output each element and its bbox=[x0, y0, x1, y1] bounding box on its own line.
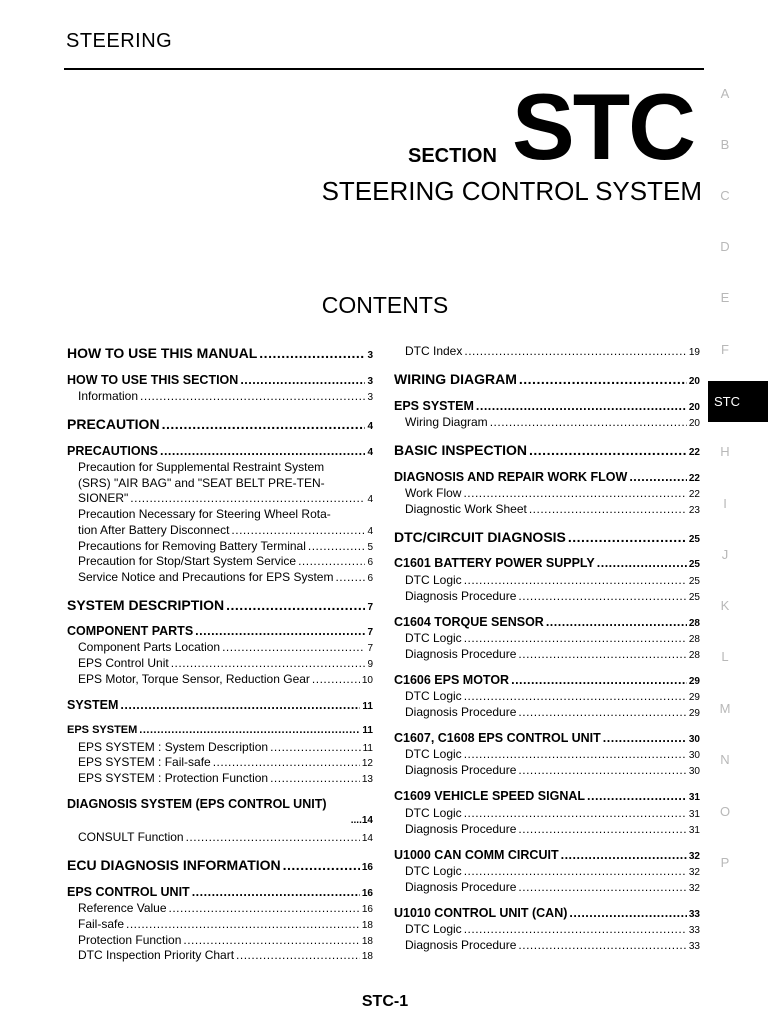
section-label: SECTION bbox=[408, 145, 497, 167]
toc-entry-label: Protection Function bbox=[78, 933, 182, 947]
toc-entry[interactable] bbox=[67, 948, 373, 962]
dot-leader bbox=[464, 344, 687, 358]
toc-entry-label: DTC Index bbox=[405, 344, 463, 358]
toc-entry-label: Diagnosis Procedure bbox=[405, 647, 517, 661]
toc-page-number: 14 bbox=[361, 833, 373, 844]
toc-entry-label: Diagnosis Procedure bbox=[405, 938, 517, 952]
toc-entry[interactable] bbox=[67, 698, 373, 712]
dot-leader bbox=[518, 705, 686, 719]
toc-page-number: 32 bbox=[688, 851, 700, 862]
toc-page-number: 6 bbox=[367, 557, 373, 568]
toc-entry-label: Service Notice and Precautions for EPS System bbox=[78, 570, 334, 584]
toc-entry-label: Precaution for Stop/Start System Service bbox=[78, 554, 297, 568]
toc-entry-label: U1010 CONTROL UNIT (CAN) bbox=[394, 906, 568, 920]
dot-leader bbox=[186, 830, 360, 844]
dot-leader bbox=[603, 731, 687, 745]
toc-entry-label: ECU DIAGNOSIS INFORMATION bbox=[67, 857, 281, 873]
toc-page-number: 25 bbox=[688, 559, 700, 570]
toc-entry-label: DTC Logic bbox=[405, 747, 462, 761]
dot-leader bbox=[335, 570, 365, 584]
dot-leader bbox=[192, 885, 360, 899]
header-divider bbox=[64, 68, 704, 70]
dot-leader bbox=[464, 573, 687, 587]
dot-leader bbox=[130, 491, 365, 505]
dot-leader bbox=[568, 529, 687, 545]
dot-leader bbox=[561, 848, 687, 862]
toc-page-number: 30 bbox=[688, 766, 700, 777]
toc-entry-label: CONSULT Function bbox=[78, 830, 184, 844]
toc-entry-label: EPS SYSTEM bbox=[394, 399, 474, 413]
toc-entry[interactable] bbox=[394, 344, 700, 358]
toc-entry-label: C1606 EPS MOTOR bbox=[394, 673, 510, 687]
dot-leader bbox=[569, 906, 686, 920]
section-tab-k[interactable]: K bbox=[720, 598, 730, 613]
section-tab-c[interactable]: C bbox=[720, 188, 730, 203]
toc-entry-label: EPS SYSTEM : Protection Function bbox=[78, 771, 269, 785]
toc-entry[interactable] bbox=[394, 615, 700, 629]
toc-entry-label: Precaution for Supplemental Restraint System bbox=[78, 460, 325, 474]
toc-entry-label: HOW TO USE THIS MANUAL bbox=[67, 345, 258, 361]
dot-leader bbox=[169, 901, 360, 915]
toc-page-number: 16 bbox=[361, 888, 373, 899]
dot-leader bbox=[464, 689, 687, 703]
toc-entry-label: ....14 bbox=[350, 815, 373, 826]
section-tab-l[interactable]: L bbox=[721, 649, 729, 664]
section-tab-n[interactable]: N bbox=[720, 752, 730, 767]
toc-entry-label: Work Flow bbox=[405, 486, 462, 500]
toc-entry-label: DTC Logic bbox=[405, 806, 462, 820]
toc-entry-label: SYSTEM DESCRIPTION bbox=[67, 597, 225, 613]
dot-leader bbox=[518, 880, 686, 894]
dot-leader bbox=[629, 470, 687, 484]
toc-entry-label: DTC Logic bbox=[405, 864, 462, 878]
toc-entry[interactable] bbox=[394, 864, 700, 878]
toc-entry-label: Precautions for Removing Battery Terminal bbox=[78, 539, 306, 553]
toc-entry-label: DIAGNOSIS SYSTEM (EPS CONTROL UNIT) bbox=[67, 797, 327, 811]
toc-entry-label: Reference Value bbox=[78, 901, 167, 915]
dot-leader bbox=[171, 656, 366, 670]
toc-page-number: 28 bbox=[688, 618, 700, 629]
dot-leader bbox=[518, 938, 686, 952]
section-tab-b[interactable]: B bbox=[720, 137, 730, 152]
dot-leader bbox=[464, 864, 687, 878]
toc-page-number: 18 bbox=[361, 920, 373, 931]
dot-leader bbox=[476, 399, 687, 413]
toc-page-number: 20 bbox=[688, 376, 700, 387]
dot-leader bbox=[597, 556, 687, 570]
toc-entry-line[interactable] bbox=[67, 476, 373, 490]
dot-leader bbox=[518, 822, 686, 836]
dot-leader bbox=[464, 747, 687, 761]
toc-page-number: 29 bbox=[688, 692, 700, 703]
toc-entry-label: U1000 CAN COMM CIRCUIT bbox=[394, 848, 559, 862]
toc-entry-label: DIAGNOSIS AND REPAIR WORK FLOW bbox=[394, 470, 628, 484]
toc-entry-label: WIRING DIAGRAM bbox=[394, 371, 517, 387]
toc-entry-label: DTC Inspection Priority Chart bbox=[78, 948, 235, 962]
toc-page-number: 18 bbox=[361, 936, 373, 947]
toc-entry[interactable] bbox=[67, 885, 373, 899]
toc-entry-label: DTC Logic bbox=[405, 689, 462, 703]
toc-entry-label: EPS Motor, Torque Sensor, Reduction Gear bbox=[78, 672, 310, 686]
toc-entry[interactable] bbox=[394, 399, 700, 413]
toc-entry-label: C1604 TORQUE SENSOR bbox=[394, 615, 544, 629]
toc-entry[interactable] bbox=[394, 573, 700, 587]
toc-entry[interactable] bbox=[394, 705, 700, 719]
toc-entry[interactable] bbox=[67, 373, 373, 387]
section-tab-i[interactable]: I bbox=[723, 496, 727, 511]
toc-entry[interactable] bbox=[394, 442, 700, 458]
toc-entry-label: C1607, C1608 EPS CONTROL UNIT bbox=[394, 731, 601, 745]
toc-entry-label: EPS SYSTEM bbox=[67, 724, 138, 736]
toc-entry-label: EPS Control Unit bbox=[78, 656, 169, 670]
toc-entry[interactable] bbox=[394, 806, 700, 820]
toc-page-number: 4 bbox=[367, 421, 373, 432]
toc-entry[interactable] bbox=[67, 570, 373, 584]
toc-entry-line[interactable] bbox=[67, 507, 373, 521]
toc-entry-label: BASIC INSPECTION bbox=[394, 442, 528, 458]
dot-leader bbox=[195, 624, 365, 638]
toc-page-number: 7 bbox=[367, 627, 373, 638]
toc-page-number: 31 bbox=[688, 792, 700, 803]
dot-leader bbox=[308, 539, 366, 553]
dot-leader bbox=[464, 806, 687, 820]
toc-entry[interactable] bbox=[394, 747, 700, 761]
toc-page-number: 7 bbox=[367, 643, 373, 654]
section-tab-a[interactable]: A bbox=[720, 86, 730, 101]
toc-entry[interactable] bbox=[394, 631, 700, 645]
toc-page-number: 4 bbox=[367, 494, 373, 505]
toc-entry-label: Diagnosis Procedure bbox=[405, 705, 517, 719]
dot-leader bbox=[529, 442, 687, 458]
toc-page-number: 3 bbox=[367, 350, 373, 361]
toc-entry[interactable] bbox=[394, 906, 700, 920]
dot-leader bbox=[120, 698, 360, 712]
dot-leader bbox=[518, 647, 686, 661]
dot-leader bbox=[546, 615, 687, 629]
toc-entry[interactable] bbox=[394, 763, 700, 777]
toc-page-number: 28 bbox=[688, 634, 700, 645]
toc-entry-label: Diagnostic Work Sheet bbox=[405, 502, 527, 516]
toc-entry[interactable] bbox=[67, 857, 373, 873]
toc-page-number: 10 bbox=[361, 675, 373, 686]
toc-entry[interactable] bbox=[394, 922, 700, 936]
dot-leader bbox=[519, 371, 687, 387]
toc-entry[interactable] bbox=[67, 724, 373, 736]
toc-entry-label: DTC Logic bbox=[405, 573, 462, 587]
toc-page-number: 6 bbox=[367, 573, 373, 584]
toc-entry-label: Diagnosis Procedure bbox=[405, 880, 517, 894]
toc-entry[interactable] bbox=[394, 589, 700, 603]
toc-entry[interactable] bbox=[67, 554, 373, 568]
page-number: STC-1 bbox=[361, 993, 409, 1010]
dot-leader bbox=[518, 763, 686, 777]
dot-leader bbox=[298, 554, 365, 568]
toc-page-number: 19 bbox=[688, 347, 700, 358]
dot-leader bbox=[222, 640, 365, 654]
toc-entry[interactable] bbox=[394, 822, 700, 836]
section-tab-m[interactable]: M bbox=[719, 701, 731, 716]
toc-entry-label: EPS CONTROL UNIT bbox=[67, 885, 190, 899]
toc-entry-label: Precaution Necessary for Steering Wheel Rota- bbox=[78, 507, 331, 521]
toc-page-number: 3 bbox=[367, 376, 373, 387]
section-tab-p[interactable]: P bbox=[720, 855, 730, 870]
toc-entry-label: Fail-safe bbox=[78, 917, 125, 931]
toc-entry-label: Component Parts Location bbox=[78, 640, 221, 654]
toc-entry-label: (SRS) "AIR BAG" and "SEAT BELT PRE-TEN- bbox=[78, 476, 325, 490]
dot-leader bbox=[140, 389, 365, 403]
dot-leader bbox=[270, 740, 361, 754]
toc-page-number: 3 bbox=[367, 392, 373, 403]
toc-page-number: 33 bbox=[688, 941, 700, 952]
toc-entry[interactable] bbox=[67, 672, 373, 686]
toc-entry[interactable] bbox=[394, 486, 700, 500]
toc-page-number: 4 bbox=[367, 526, 373, 537]
toc-entry[interactable] bbox=[394, 647, 700, 661]
dot-leader bbox=[231, 523, 365, 537]
toc-page-number: 32 bbox=[688, 867, 700, 878]
toc-entry[interactable] bbox=[67, 624, 373, 638]
dot-leader bbox=[213, 755, 360, 769]
toc-entry-label: COMPONENT PARTS bbox=[67, 624, 194, 638]
toc-page-number: 13 bbox=[361, 774, 373, 785]
toc-page-number: 18 bbox=[361, 951, 373, 962]
toc-entry-label: DTC Logic bbox=[405, 922, 462, 936]
toc-page-number: 29 bbox=[688, 708, 700, 719]
dot-leader bbox=[518, 589, 686, 603]
dot-leader bbox=[226, 597, 365, 613]
toc-entry[interactable] bbox=[67, 771, 373, 785]
section-tab-e[interactable]: E bbox=[720, 290, 730, 305]
toc-page-number: 16 bbox=[361, 904, 373, 915]
toc-entry-label: C1601 BATTERY POWER SUPPLY bbox=[394, 556, 595, 570]
section-tab-o[interactable]: O bbox=[719, 804, 731, 819]
toc-entry[interactable] bbox=[394, 470, 700, 484]
toc-page-number: 28 bbox=[688, 650, 700, 661]
toc-page-number: 7 bbox=[367, 602, 373, 613]
dot-leader bbox=[312, 672, 360, 686]
toc-entry[interactable] bbox=[394, 371, 700, 387]
toc-page-number: 4 bbox=[367, 447, 373, 458]
toc-page-number: 30 bbox=[688, 750, 700, 761]
dot-leader bbox=[126, 917, 360, 931]
toc-page-number: 20 bbox=[688, 418, 700, 429]
toc-entry-label: SYSTEM bbox=[67, 698, 119, 712]
toc-entry-line[interactable] bbox=[67, 460, 373, 474]
toc-page-number: 25 bbox=[688, 576, 700, 587]
dot-leader bbox=[139, 724, 360, 736]
toc-entry-label: tion After Battery Disconnect bbox=[78, 523, 230, 537]
toc-entry[interactable] bbox=[394, 689, 700, 703]
toc-entry[interactable] bbox=[394, 789, 700, 803]
toc-entry[interactable] bbox=[67, 640, 373, 654]
dot-leader bbox=[463, 486, 686, 500]
section-tab-f[interactable]: F bbox=[721, 342, 729, 357]
dot-leader bbox=[183, 933, 359, 947]
toc-entry[interactable] bbox=[67, 740, 373, 754]
toc-entry-label: Diagnosis Procedure bbox=[405, 589, 517, 603]
toc-page-number: 20 bbox=[688, 402, 700, 413]
toc-entry[interactable] bbox=[67, 491, 373, 505]
toc-entry[interactable] bbox=[67, 539, 373, 553]
toc-entry[interactable] bbox=[394, 502, 700, 516]
toc-entry-label: PRECAUTION bbox=[67, 416, 160, 432]
toc-page-number: 23 bbox=[688, 505, 700, 516]
toc-entry[interactable] bbox=[67, 755, 373, 769]
dot-leader bbox=[270, 771, 360, 785]
toc-entry[interactable] bbox=[67, 416, 373, 432]
toc-entry-label: Wiring Diagram bbox=[405, 415, 488, 429]
dot-leader bbox=[236, 948, 360, 962]
toc-entry-label: HOW TO USE THIS SECTION bbox=[67, 373, 239, 387]
toc-page-number: 11 bbox=[362, 743, 373, 754]
toc-entry[interactable] bbox=[394, 673, 700, 687]
toc-page-number: 11 bbox=[362, 701, 373, 712]
toc-entry-label: DTC/CIRCUIT DIAGNOSIS bbox=[394, 529, 566, 545]
toc-entry[interactable] bbox=[394, 848, 700, 862]
toc-page-number: 22 bbox=[688, 473, 700, 484]
dot-leader bbox=[464, 631, 687, 645]
toc-entry[interactable] bbox=[67, 389, 373, 403]
dot-leader bbox=[529, 502, 687, 516]
toc-entry-label: Diagnosis Procedure bbox=[405, 763, 517, 777]
toc-entry[interactable] bbox=[67, 901, 373, 915]
section-tab-h[interactable]: H bbox=[720, 444, 730, 459]
toc-page-number: 11 bbox=[362, 725, 373, 736]
section-title: STEERING CONTROL SYSTEM bbox=[321, 176, 702, 206]
toc-page-number: 22 bbox=[688, 447, 700, 458]
toc-entry[interactable] bbox=[394, 880, 700, 894]
toc-page-number: 33 bbox=[688, 925, 700, 936]
toc-entry-label: PRECAUTIONS bbox=[67, 444, 158, 458]
toc-page-number: 32 bbox=[688, 883, 700, 894]
dot-leader bbox=[283, 857, 360, 873]
dot-leader bbox=[259, 345, 365, 361]
toc-entry[interactable] bbox=[394, 529, 700, 545]
dot-leader bbox=[240, 373, 365, 387]
toc-entry[interactable] bbox=[67, 523, 373, 537]
toc-entry[interactable] bbox=[394, 556, 700, 570]
toc-entry-label: DTC Logic bbox=[405, 631, 462, 645]
toc-entry[interactable] bbox=[394, 731, 700, 745]
toc-entry[interactable] bbox=[67, 345, 373, 361]
toc-page-number: 33 bbox=[688, 909, 700, 920]
toc-entry[interactable] bbox=[67, 444, 373, 458]
toc-entry[interactable] bbox=[67, 917, 373, 931]
toc-page-number: 31 bbox=[688, 825, 700, 836]
chapter-header: STEERING bbox=[66, 30, 173, 52]
toc-entry-label: SIONER" bbox=[78, 491, 129, 505]
toc-page-number: 25 bbox=[688, 534, 700, 545]
toc-entry[interactable] bbox=[394, 415, 700, 429]
toc-page-number: 25 bbox=[688, 592, 700, 603]
contents-heading: CONTENTS bbox=[321, 292, 449, 318]
toc-page-number: 12 bbox=[361, 758, 373, 769]
toc-entry-page-continuation[interactable] bbox=[67, 815, 373, 826]
toc-entry-label: Information bbox=[78, 389, 139, 403]
section-code: STC bbox=[512, 74, 694, 179]
dot-leader bbox=[490, 415, 687, 429]
toc-entry-label: EPS SYSTEM : Fail-safe bbox=[78, 755, 211, 769]
dot-leader bbox=[162, 416, 366, 432]
toc-page-number: 9 bbox=[367, 659, 373, 670]
toc-entry[interactable] bbox=[67, 797, 373, 811]
toc-entry-label: Diagnosis Procedure bbox=[405, 822, 517, 836]
toc-entry[interactable] bbox=[67, 830, 373, 844]
toc-entry[interactable] bbox=[67, 933, 373, 947]
toc-entry-label: C1609 VEHICLE SPEED SIGNAL bbox=[394, 789, 586, 803]
toc-page-number: 16 bbox=[361, 862, 373, 873]
dot-leader bbox=[587, 789, 687, 803]
toc-entry[interactable] bbox=[394, 938, 700, 952]
section-tab-j[interactable]: J bbox=[721, 547, 729, 562]
dot-leader bbox=[464, 922, 687, 936]
section-tab-d[interactable]: D bbox=[720, 239, 730, 254]
toc-page-number: 29 bbox=[688, 676, 700, 687]
toc-page-number: 30 bbox=[688, 734, 700, 745]
current-section-tab[interactable]: STC bbox=[708, 381, 768, 422]
toc-page-number: 22 bbox=[688, 489, 700, 500]
dot-leader bbox=[160, 444, 365, 458]
toc-entry-label: EPS SYSTEM : System Description bbox=[78, 740, 269, 754]
toc-entry[interactable] bbox=[67, 656, 373, 670]
dot-leader bbox=[511, 673, 687, 687]
toc-entry[interactable] bbox=[67, 597, 373, 613]
toc-page-number: 31 bbox=[688, 809, 700, 820]
toc-page-number: 5 bbox=[367, 542, 373, 553]
